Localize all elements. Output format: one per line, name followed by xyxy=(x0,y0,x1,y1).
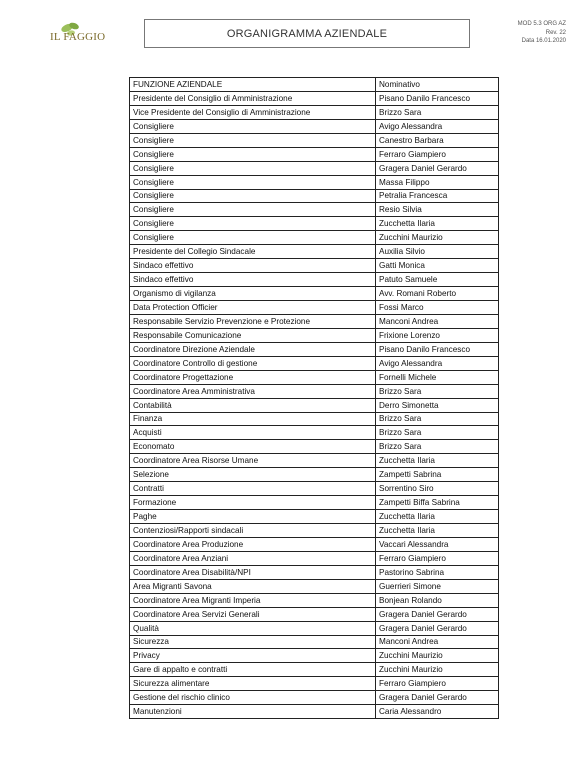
table-row xyxy=(130,203,499,217)
role-cell: Privacy xyxy=(130,649,376,663)
role-cell: Coordinatore Controllo di gestione xyxy=(130,356,376,370)
name-cell: Zucchini Maurizio xyxy=(376,649,499,663)
role-cell: Consigliere xyxy=(130,119,376,133)
role-cell: Consigliere xyxy=(130,217,376,231)
role-cell: Consigliere xyxy=(130,189,376,203)
name-cell: Massa Filippo xyxy=(376,175,499,189)
table-row xyxy=(130,245,499,259)
table-row xyxy=(130,663,499,677)
document-date: Data 16.01.2020 xyxy=(521,38,566,44)
name-cell: Brizzo Sara xyxy=(376,412,499,426)
role-cell: Qualità xyxy=(130,621,376,635)
role-cell: Gare di appalto e contratti xyxy=(130,663,376,677)
name-cell: Fornelli Michele xyxy=(376,370,499,384)
name-cell: Guerrieri Simone xyxy=(376,579,499,593)
logo-text: IL FAGGIO xyxy=(50,31,106,43)
role-cell: Consigliere xyxy=(130,175,376,189)
name-cell: Gragera Daniel Gerardo xyxy=(376,607,499,621)
name-cell: Resio Silvia xyxy=(376,203,499,217)
name-cell: Brizzo Sara xyxy=(376,105,499,119)
name-cell: Zucchetta Ilaria xyxy=(376,454,499,468)
organization-table xyxy=(129,77,499,719)
table-header-row xyxy=(130,78,499,92)
table-row xyxy=(130,677,499,691)
name-cell: Pisano Danilo Francesco xyxy=(376,91,499,105)
name-cell: Gragera Daniel Gerardo xyxy=(376,161,499,175)
table-row xyxy=(130,551,499,565)
table-row xyxy=(130,426,499,440)
table-row xyxy=(130,384,499,398)
name-cell: Zucchetta Ilaria xyxy=(376,217,499,231)
name-cell: Avv. Romani Roberto xyxy=(376,287,499,301)
role-cell: Coordinatore Area Servizi Generali xyxy=(130,607,376,621)
table-row xyxy=(130,231,499,245)
role-cell: Coordinatore Area Anziani xyxy=(130,551,376,565)
role-cell: Paghe xyxy=(130,510,376,524)
table-row xyxy=(130,579,499,593)
name-cell: Zucchetta Ilaria xyxy=(376,510,499,524)
name-cell: Ferraro Giampiero xyxy=(376,551,499,565)
table-row xyxy=(130,621,499,635)
role-cell: Sindaco effettivo xyxy=(130,259,376,273)
role-cell: Gestione del rischio clinico xyxy=(130,691,376,705)
table-row xyxy=(130,649,499,663)
table-row xyxy=(130,482,499,496)
table-row xyxy=(130,565,499,579)
table-row xyxy=(130,496,499,510)
table-row xyxy=(130,593,499,607)
module-code: MOD 5.3 ORG AZ xyxy=(517,21,566,27)
name-cell: Frixione Lorenzo xyxy=(376,328,499,342)
table-row xyxy=(130,468,499,482)
table-row xyxy=(130,398,499,412)
name-cell: Gragera Daniel Gerardo xyxy=(376,691,499,705)
document-meta xyxy=(518,20,566,46)
role-cell: Coordinatore Area Migranti Imperia xyxy=(130,593,376,607)
role-cell: Responsabile Comunicazione xyxy=(130,328,376,342)
role-cell: Contabilità xyxy=(130,398,376,412)
name-cell: Ferraro Giampiero xyxy=(376,677,499,691)
role-cell: Coordinatore Area Amministrativa xyxy=(130,384,376,398)
name-cell: Brizzo Sara xyxy=(376,426,499,440)
header-nominativo: Nominativo xyxy=(376,78,499,92)
table-row xyxy=(130,301,499,315)
table-row xyxy=(130,147,499,161)
name-cell: Zucchini Maurizio xyxy=(376,231,499,245)
name-cell: Manconi Andrea xyxy=(376,314,499,328)
name-cell: Derro Simonetta xyxy=(376,398,499,412)
name-cell: Avigo Alessandra xyxy=(376,356,499,370)
name-cell: Patuto Samuele xyxy=(376,273,499,287)
name-cell: Pastorino Sabrina xyxy=(376,565,499,579)
role-cell: Data Protection Officier xyxy=(130,301,376,315)
name-cell: Brizzo Sara xyxy=(376,440,499,454)
table-row xyxy=(130,105,499,119)
table-row xyxy=(130,705,499,719)
document-title: ORGANIGRAMMA AZIENDALE xyxy=(144,19,470,48)
table-row xyxy=(130,133,499,147)
name-cell: Zucchetta Ilaria xyxy=(376,524,499,538)
role-cell: Coordinatore Area Produzione xyxy=(130,537,376,551)
role-cell: Consigliere xyxy=(130,203,376,217)
name-cell: Zampetti Biffa Sabrina xyxy=(376,496,499,510)
table-row xyxy=(130,356,499,370)
role-cell: Organismo di vigilanza xyxy=(130,287,376,301)
table-row xyxy=(130,635,499,649)
role-cell: Sicurezza xyxy=(130,635,376,649)
role-cell: Sicurezza alimentare xyxy=(130,677,376,691)
company-logo xyxy=(47,22,109,48)
revision: Rev. 22 xyxy=(545,29,566,36)
table-row xyxy=(130,691,499,705)
table-row xyxy=(130,370,499,384)
role-cell: Economato xyxy=(130,440,376,454)
table-row xyxy=(130,314,499,328)
name-cell: Bonjean Rolando xyxy=(376,593,499,607)
table-row xyxy=(130,342,499,356)
table-row xyxy=(130,510,499,524)
name-cell: Ferraro Giampiero xyxy=(376,147,499,161)
name-cell: Gragera Daniel Gerardo xyxy=(376,621,499,635)
name-cell: Gatti Monica xyxy=(376,259,499,273)
role-cell: Consigliere xyxy=(130,147,376,161)
name-cell: Pisano Danilo Francesco xyxy=(376,342,499,356)
table-row xyxy=(130,440,499,454)
name-cell: Caria Alessandro xyxy=(376,705,499,719)
table-row xyxy=(130,537,499,551)
table-row xyxy=(130,454,499,468)
name-cell: Canestro Barbara xyxy=(376,133,499,147)
role-cell: Manutenzioni xyxy=(130,705,376,719)
name-cell: Auxilia Silvio xyxy=(376,245,499,259)
role-cell: Finanza xyxy=(130,412,376,426)
header-funzione: FUNZIONE AZIENDALE xyxy=(130,78,376,92)
table-row xyxy=(130,217,499,231)
table-row xyxy=(130,607,499,621)
name-cell: Brizzo Sara xyxy=(376,384,499,398)
name-cell: Avigo Alessandra xyxy=(376,119,499,133)
role-cell: Formazione xyxy=(130,496,376,510)
table-row xyxy=(130,273,499,287)
role-cell: Coordinatore Progettazione xyxy=(130,370,376,384)
role-cell: Selezione xyxy=(130,468,376,482)
name-cell: Zampetti Sabrina xyxy=(376,468,499,482)
name-cell: Vaccari Alessandra xyxy=(376,537,499,551)
role-cell: Responsabile Servizio Prevenzione e Protezione xyxy=(130,314,376,328)
role-cell: Acquisti xyxy=(130,426,376,440)
role-cell: Coordinatore Direzione Aziendale xyxy=(130,342,376,356)
name-cell: Zucchini Maurizio xyxy=(376,663,499,677)
name-cell: Sorrentino Siro xyxy=(376,482,499,496)
table-row xyxy=(130,524,499,538)
role-cell: Consigliere xyxy=(130,161,376,175)
table-row xyxy=(130,259,499,273)
table-row xyxy=(130,287,499,301)
table-row xyxy=(130,189,499,203)
name-cell: Petralia Francesca xyxy=(376,189,499,203)
role-cell: Presidente del Collegio Sindacale xyxy=(130,245,376,259)
role-cell: Consigliere xyxy=(130,231,376,245)
role-cell: Coordinatore Area Disabilità/NPI xyxy=(130,565,376,579)
table-row xyxy=(130,412,499,426)
role-cell: Coordinatore Area Risorse Umane xyxy=(130,454,376,468)
name-cell: Fossi Marco xyxy=(376,301,499,315)
role-cell: Presidente del Consiglio di Amministrazione xyxy=(130,91,376,105)
name-cell: Manconi Andrea xyxy=(376,635,499,649)
table-row xyxy=(130,119,499,133)
table-row xyxy=(130,175,499,189)
role-cell: Sindaco effettivo xyxy=(130,273,376,287)
table-row xyxy=(130,161,499,175)
role-cell: Contratti xyxy=(130,482,376,496)
table-row xyxy=(130,328,499,342)
role-cell: Contenziosi/Rapporti sindacali xyxy=(130,524,376,538)
table-row xyxy=(130,91,499,105)
role-cell: Vice Presidente del Consiglio di Amministrazione xyxy=(130,105,376,119)
role-cell: Consigliere xyxy=(130,133,376,147)
role-cell: Area Migranti Savona xyxy=(130,579,376,593)
